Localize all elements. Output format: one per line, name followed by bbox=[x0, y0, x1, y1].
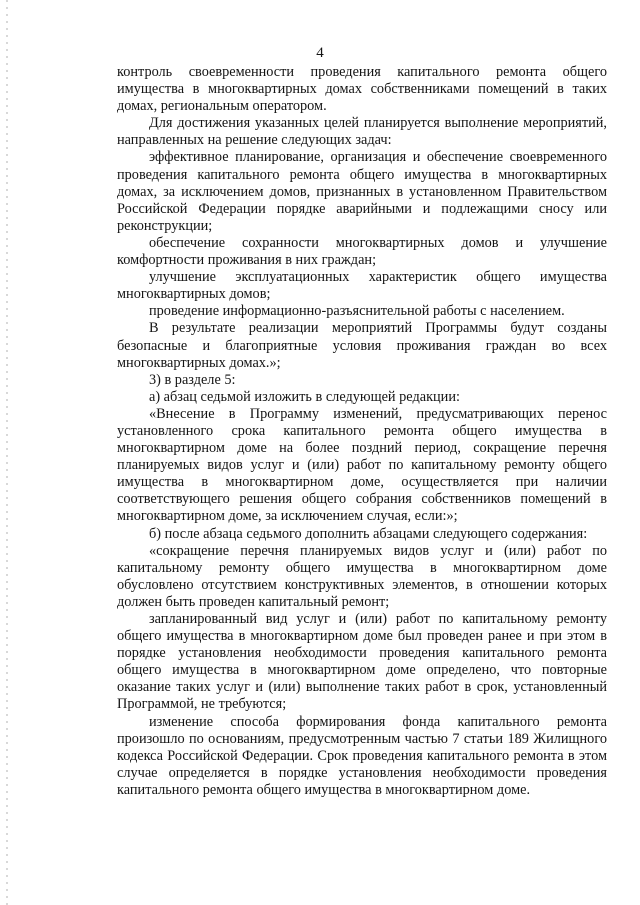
paragraph: В результате реализации мероприятий Программы будут созданы безопасные и благоприятные условия проживания граждан во всех многоквартирных домах.»; bbox=[117, 320, 607, 371]
paragraph: обеспечение сохранности многоквартирных домов и улучшение комфортности проживания в них граждан; bbox=[117, 234, 607, 269]
paragraph: а) абзац седьмой изложить в следующей редакции: bbox=[149, 388, 460, 405]
paragraph: б) после абзаца седьмого дополнить абзацами следующего содержания: bbox=[149, 525, 588, 542]
paragraph: «сокращение перечня планируемых видов услуг и (или) работ по капитальному ремонту общего имущества в многоквартирном доме обусловлено отсутствием конструктивных элементов, в отношении которых должен быть проведен капитальный ремонт; bbox=[117, 542, 607, 610]
scan-binding-edge bbox=[6, 0, 8, 905]
paragraph: запланированный вид услуг и (или) работ по капитальному ремонту общего имущества в многоквартирном доме был проведен ранее и при этом в порядке установления необходимости проведения капитального ремонта общего имущества в многоквартирном доме определено, что повторные оказание таких услуг и (или) выполнение таких работ в срок, установленный Программой, не требуются; bbox=[117, 611, 607, 713]
paragraph: улучшение эксплуатационных характеристик общего имущества многоквартирных домов; bbox=[117, 269, 607, 303]
paragraph: 3) в разделе 5: bbox=[149, 371, 236, 388]
paragraph: «Внесение в Программу изменений, предусматривающих перенос установленного срока капитального ремонта общего имущества в многоквартирном доме на более поздний период, сокращение перечня планируемых видов услуг и (или) работ по капитальному ремонту общего имущества в многоквартирном доме, осуществляется при наличии соответствующего решения общего собрания собственников помещений в многоквартирном доме, за исключением случая, если:»; bbox=[117, 405, 607, 525]
page-number: 4 bbox=[316, 45, 324, 61]
paragraph: проведение информационно-разъяснительной работы с населением. bbox=[149, 303, 565, 320]
paragraph: Для достижения указанных целей планируется выполнение мероприятий, направленных на решение следующих задач: bbox=[117, 115, 607, 149]
paragraph: эффективное планирование, организация и обеспечение своевременного проведения капитального ремонта общего имущества в многоквартирных домах, за исключением домов, признанных в установленном Правительством Российской Федерации порядке аварийными и подлежащими сносу или реконструкции; bbox=[117, 149, 607, 234]
document-body bbox=[117, 64, 607, 799]
paragraph: изменение способа формирования фонда капитального ремонта произошло по основаниям, предусмотренным частью 7 статьи 189 Жилищного кодекса Российской Федерации. Срок проведения капитального ремонта в этом случае определяется в порядке установления необходимости проведения капитального ремонта общего имущества в многоквартирном доме. bbox=[117, 713, 607, 798]
paragraph: контроль своевременности проведения капитального ремонта общего имущества в многоквартирных домах собственниками помещений в таких домах, региональным оператором. bbox=[117, 64, 607, 115]
